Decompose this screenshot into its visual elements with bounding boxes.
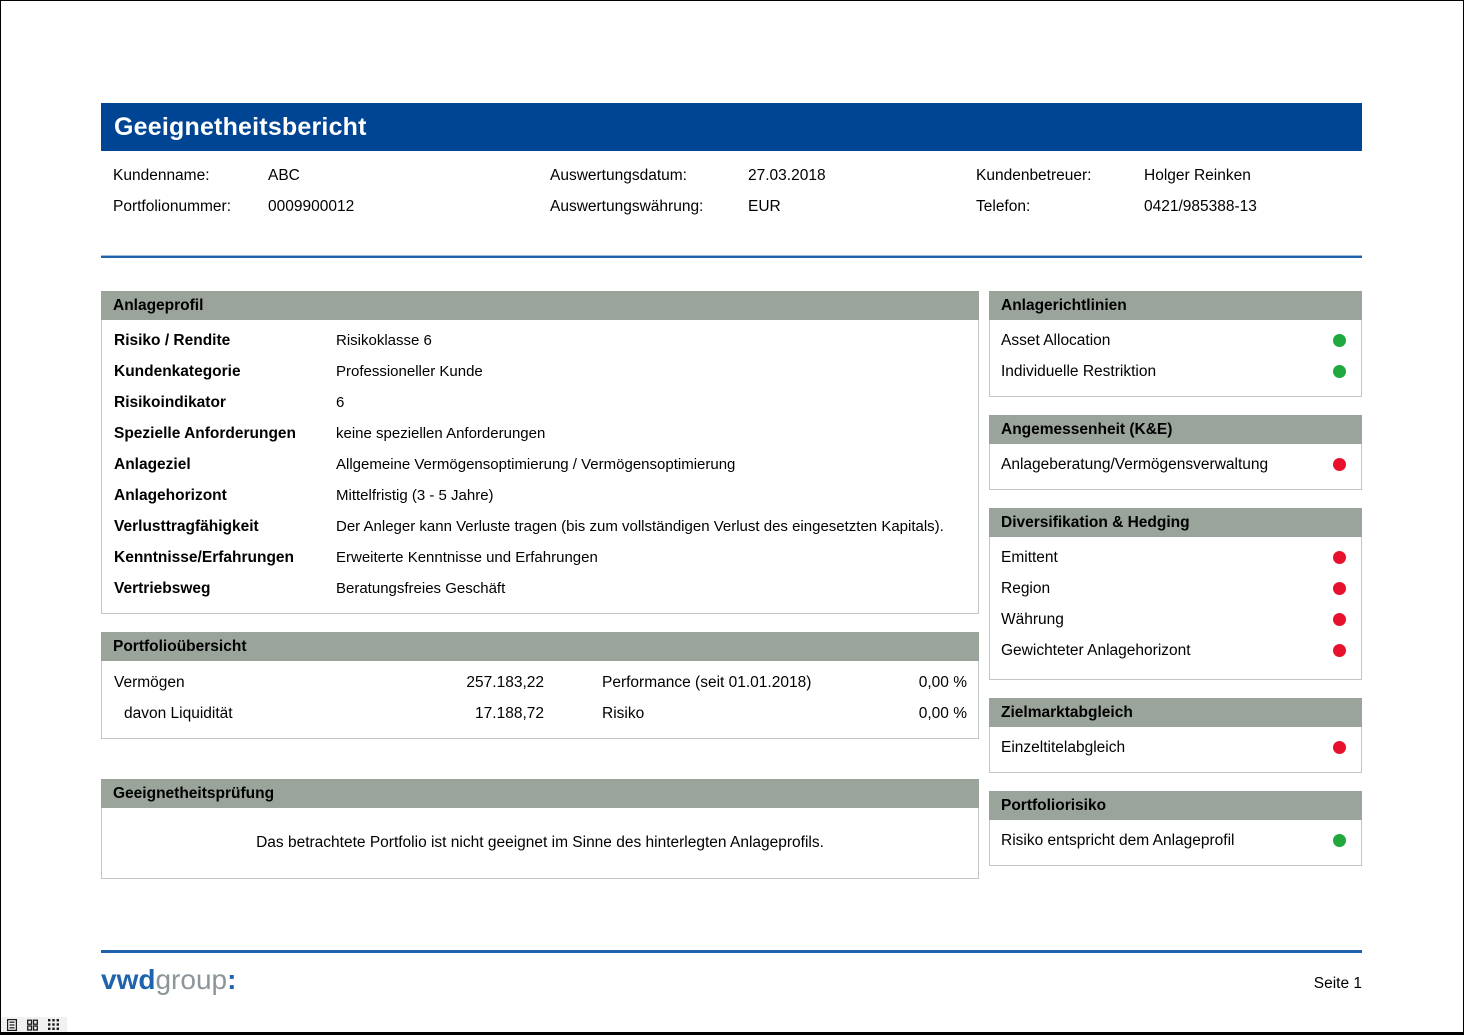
profile-label: Kenntnisse/Erfahrungen — [114, 548, 294, 566]
status-dot — [1333, 834, 1346, 847]
portfolio-metric-value: 0,00 % — [918, 704, 967, 722]
profile-row — [102, 325, 978, 356]
profile-value: Allgemeine Vermögensoptimierung / Vermögensoptimierung — [336, 456, 736, 473]
meta-column-evaluation — [550, 160, 826, 222]
panel-diversifikation-hedging — [989, 508, 1362, 680]
status-item — [1001, 825, 1350, 856]
profile-value: Mittelfristig (3 - 5 Jahre) — [336, 487, 494, 504]
status-item — [1001, 604, 1350, 635]
report-body — [101, 291, 1362, 884]
section-body — [101, 320, 979, 614]
portfolio-metric-label: Risiko — [602, 704, 645, 722]
status-item — [1001, 573, 1350, 604]
portfolio-row — [114, 667, 967, 698]
logo-part-vwd: vwd — [101, 964, 156, 995]
profile-row — [102, 573, 978, 604]
vwd-group-logo — [101, 966, 236, 994]
suitability-result-text: Das betrachtete Portfolio ist nicht geeignet im Sinne des hinterlegten Anlageprofils. — [256, 834, 824, 851]
portfolio-label: davon Liquidität — [124, 704, 233, 722]
panel-body — [989, 820, 1362, 866]
meta-label: Telefon: — [976, 197, 1031, 215]
status-item — [1001, 542, 1350, 573]
profile-label: Verlusttragfähigkeit — [114, 517, 259, 535]
panel-portfoliorisiko — [989, 791, 1362, 866]
meta-row — [113, 160, 354, 191]
meta-label: Kundenname: — [113, 166, 210, 184]
right-column — [989, 291, 1362, 884]
meta-column-advisor — [976, 160, 1257, 222]
status-dot — [1333, 741, 1346, 754]
divider-rule — [101, 255, 1362, 258]
viewer-toolbar — [1, 1017, 67, 1032]
thumbnail-grid-view-icon[interactable] — [48, 1019, 59, 1030]
status-item — [1001, 356, 1350, 387]
meta-row — [976, 191, 1257, 222]
meta-label: Auswertungsdatum: — [550, 166, 687, 184]
status-label: Gewichteter Anlagehorizont — [1001, 641, 1191, 659]
portfolio-metric-value: 0,00 % — [918, 673, 967, 691]
meta-row — [550, 160, 826, 191]
page-number: Seite 1 — [1313, 975, 1362, 992]
meta-column-customer — [113, 160, 354, 222]
profile-value: Professioneller Kunde — [336, 363, 483, 380]
meta-row — [550, 191, 826, 222]
meta-label: Portfolionummer: — [113, 197, 232, 215]
section-portfoliouebersicht — [101, 632, 979, 739]
two-page-grid-view-icon[interactable] — [27, 1019, 38, 1031]
status-label: Risiko entspricht dem Anlageprofil — [1001, 831, 1235, 849]
meta-value: 0009900012 — [268, 197, 355, 215]
panel-header: Angemessenheit (K&E) — [989, 415, 1362, 444]
status-dot — [1333, 613, 1346, 626]
report-footer — [101, 950, 1362, 994]
panel-body — [989, 320, 1362, 397]
status-item — [1001, 732, 1350, 763]
meta-value: Holger Reinken — [1144, 166, 1251, 184]
footer-inner — [101, 953, 1362, 994]
meta-value: ABC — [268, 166, 300, 184]
panel-header: Zielmarktabgleich — [989, 698, 1362, 727]
panel-body — [989, 727, 1362, 773]
status-label: Region — [1001, 579, 1051, 597]
profile-value: keine speziellen Anforderungen — [336, 425, 546, 442]
panel-angemessenheit — [989, 415, 1362, 490]
profile-row — [102, 511, 978, 542]
page-title: Geeignetheitsbericht — [114, 112, 367, 141]
profile-label: Risiko / Rendite — [114, 331, 231, 349]
status-label: Asset Allocation — [1001, 331, 1111, 349]
section-body — [101, 661, 979, 739]
meta-value: 27.03.2018 — [748, 166, 826, 184]
status-label: Individuelle Restriktion — [1001, 362, 1157, 380]
portfolio-amount: 257.183,22 — [466, 673, 544, 691]
profile-row — [102, 418, 978, 449]
meta-value: 0421/985388-13 — [1144, 197, 1257, 215]
status-item — [1001, 449, 1350, 480]
profile-label: Spezielle Anforderungen — [114, 424, 297, 442]
status-dot — [1333, 334, 1346, 347]
portfolio-row — [114, 698, 967, 729]
status-dot — [1333, 644, 1346, 657]
profile-value: Beratungsfreies Geschäft — [336, 580, 506, 597]
panel-body — [989, 537, 1362, 680]
portfolio-metric-label: Performance (seit 01.01.2018) — [602, 673, 812, 691]
section-header: Portfolioübersicht — [101, 632, 979, 661]
status-dot — [1333, 365, 1346, 378]
status-item — [1001, 635, 1350, 666]
profile-row — [102, 449, 978, 480]
profile-label: Vertriebsweg — [114, 579, 211, 597]
section-body — [101, 808, 979, 879]
status-item — [1001, 325, 1350, 356]
status-label: Währung — [1001, 610, 1064, 628]
profile-value: Risikoklasse 6 — [336, 332, 432, 349]
section-header: Geeignetheitsprüfung — [101, 779, 979, 808]
meta-label: Kundenbetreuer: — [976, 166, 1092, 184]
panel-zielmarktabgleich — [989, 698, 1362, 773]
logo-part-group: group — [155, 964, 228, 995]
bottom-border-bar — [1, 1032, 1463, 1034]
panel-anlagerichtlinien — [989, 291, 1362, 397]
panel-header: Portfoliorisiko — [989, 791, 1362, 820]
portfolio-amount: 17.188,72 — [475, 704, 544, 722]
section-header: Anlageprofil — [101, 291, 979, 320]
panel-header: Anlagerichtlinien — [989, 291, 1362, 320]
profile-value: 6 — [336, 394, 345, 411]
profile-value: Der Anleger kann Verluste tragen (bis zum vollständigen Verlust des eingesetzten Kapitals). — [336, 518, 944, 535]
meta-row — [976, 160, 1257, 191]
profile-row — [102, 387, 978, 418]
panel-body — [989, 444, 1362, 490]
single-page-view-icon[interactable] — [7, 1019, 17, 1031]
left-column — [101, 291, 979, 879]
status-dot — [1333, 458, 1346, 471]
section-geeignetheitspruefung — [101, 779, 979, 879]
section-anlageprofil — [101, 291, 979, 614]
status-dot — [1333, 582, 1346, 595]
profile-row — [102, 356, 978, 387]
profile-label: Anlagehorizont — [114, 486, 227, 504]
status-label: Einzeltitelabgleich — [1001, 738, 1126, 756]
profile-value: Erweiterte Kenntnisse und Erfahrungen — [336, 549, 598, 566]
status-label: Emittent — [1001, 548, 1058, 566]
profile-row — [102, 480, 978, 511]
report-meta — [101, 160, 1362, 250]
profile-label: Anlageziel — [114, 455, 191, 473]
meta-label: Auswertungswährung: — [550, 197, 704, 215]
meta-value: EUR — [748, 197, 781, 215]
report-title-bar — [101, 103, 1362, 151]
meta-row — [113, 191, 354, 222]
panel-header: Diversifikation & Hedging — [989, 508, 1362, 537]
portfolio-label: Vermögen — [114, 673, 185, 691]
profile-label: Kundenkategorie — [114, 362, 241, 380]
profile-row — [102, 542, 978, 573]
profile-label: Risikoindikator — [114, 393, 226, 411]
logo-part-colon: : — [227, 964, 237, 995]
status-label: Anlageberatung/Vermögensverwaltung — [1001, 455, 1269, 473]
status-dot — [1333, 551, 1346, 564]
